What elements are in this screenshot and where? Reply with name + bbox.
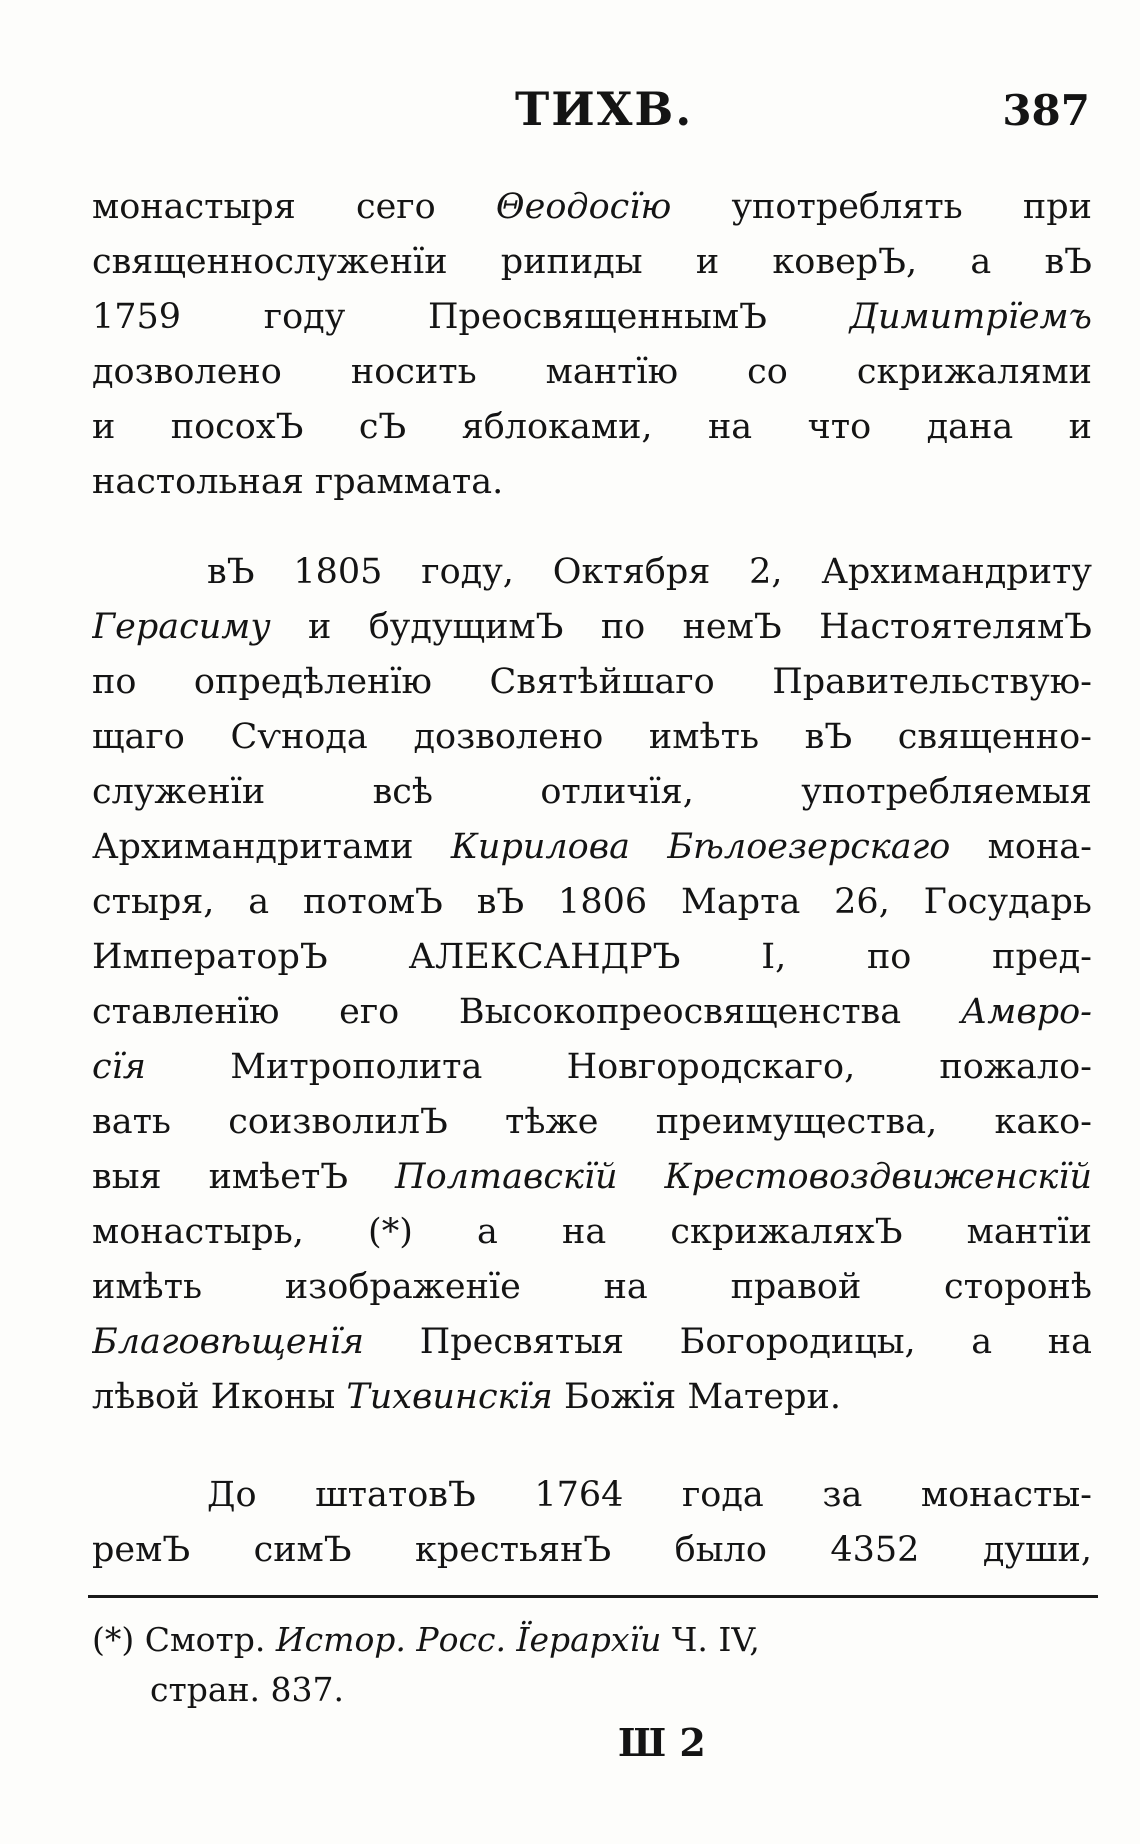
footnote-divider	[88, 1595, 1098, 1598]
text-line	[92, 875, 1092, 930]
text-run: вЪ 1805 году, Октября 2, Архимандриту	[207, 552, 1092, 592]
text-run: стыря, а потомЪ вЪ 1806 Марта 26, Государь	[92, 882, 1092, 922]
italic-name: Истор. Росс. Їерархїи	[275, 1620, 662, 1659]
text-run: служенїи всѣ отличїя, употребляемыя	[92, 772, 1092, 812]
text-line	[92, 765, 1092, 820]
text-run: Архимандритами	[92, 827, 451, 867]
footnote	[92, 1615, 1092, 1715]
paragraph-2	[92, 545, 1092, 1425]
running-head: ТИХВ.	[515, 82, 694, 136]
page-number: 387	[1002, 86, 1090, 135]
text-run: выя имѣетЪ	[92, 1157, 396, 1197]
text-run: дозволено носить мантїю со скрижалями	[92, 352, 1092, 392]
text-line	[92, 820, 1092, 875]
text-run: ремЪ симЪ крестьянЪ было 4352 души,	[92, 1530, 1092, 1570]
text-line	[92, 235, 1092, 290]
text-run: и посохЪ сЪ яблоками, на что дана и	[92, 407, 1092, 447]
text-run: До штатовЪ 1764 года за монасты-	[207, 1475, 1092, 1515]
paragraph-3	[92, 1468, 1092, 1578]
text-run: по опредѣленїю Святѣйшаго Правительствую-	[92, 662, 1092, 702]
text-run: ставленїю его Высокопреосвященства	[92, 992, 961, 1032]
text-run: Митрополита Новгородскаго, пожало-	[145, 1047, 1092, 1087]
text-run: ИмператорЪ АЛЕКСАНДРЪ I, по пред-	[92, 937, 1092, 977]
text-run: 1759 году ПреосвященнымЪ	[92, 297, 850, 337]
italic-name: Полтавскїй Крестовоздвиженскїй	[395, 1157, 1092, 1197]
text-line	[92, 1040, 1092, 1095]
italic-name: Θеодосїю	[495, 187, 672, 227]
text-line	[92, 600, 1092, 655]
text-run: настольная граммата.	[92, 462, 504, 502]
signature-mark: Ш 2	[618, 1720, 706, 1765]
italic-name: Тихвинскїя	[346, 1377, 553, 1417]
italic-name: Амвро-	[960, 992, 1092, 1032]
text-line	[92, 1315, 1092, 1370]
text-run: имѣть изображенїе на правой сторонѣ	[92, 1267, 1092, 1307]
italic-name: сїя	[92, 1047, 146, 1087]
text-run: монастырь, (*) а на скрижаляхЪ мантїи	[92, 1212, 1092, 1252]
text-run: лѣвой Иконы	[92, 1377, 347, 1417]
text-line	[92, 710, 1092, 765]
text-line	[92, 1370, 1092, 1425]
text-line	[92, 1095, 1092, 1150]
text-line	[92, 1205, 1092, 1260]
footnote-line: стран. 837.	[150, 1670, 344, 1709]
text-line	[92, 455, 1092, 510]
text-line	[92, 545, 1092, 600]
paragraph-1	[92, 180, 1092, 510]
text-run: монастыря сего	[92, 187, 496, 227]
text-line	[92, 345, 1092, 400]
page-header	[0, 82, 1140, 142]
text-line	[92, 1523, 1092, 1578]
text-line	[92, 1150, 1092, 1205]
text-run: (*) Смотр.	[92, 1620, 276, 1659]
text-run: Ч. IV,	[661, 1620, 760, 1659]
text-line	[92, 985, 1092, 1040]
italic-name: Благовѣщенїя	[92, 1322, 365, 1362]
text-line	[92, 1260, 1092, 1315]
italic-name: Кирилова Бѣлоезерскаго	[450, 827, 951, 867]
text-run: употреблять при	[671, 187, 1092, 227]
text-run: Божїя Матери.	[552, 1377, 841, 1417]
text-line	[92, 400, 1092, 455]
text-run: вать соизволилЪ тѣже преимущества, како-	[92, 1102, 1092, 1142]
footnote-line	[92, 1615, 1092, 1665]
text-run: щаго Сѵнода дозволено имѣть вЪ священно-	[92, 717, 1092, 757]
italic-name: Герасиму	[92, 607, 271, 647]
text-line	[92, 655, 1092, 710]
text-line	[92, 1468, 1092, 1523]
text-run: Пресвятыя Богородицы, а на	[364, 1322, 1092, 1362]
text-run: священнослуженїи рипиды и коверЪ, а вЪ	[92, 242, 1092, 282]
text-line	[92, 930, 1092, 985]
text-run: и будущимЪ по немЪ НастоятелямЪ	[270, 607, 1092, 647]
text-line	[92, 290, 1092, 345]
italic-name: Димитрїемъ	[849, 297, 1092, 337]
text-run: мона-	[950, 827, 1092, 867]
text-line	[92, 180, 1092, 235]
